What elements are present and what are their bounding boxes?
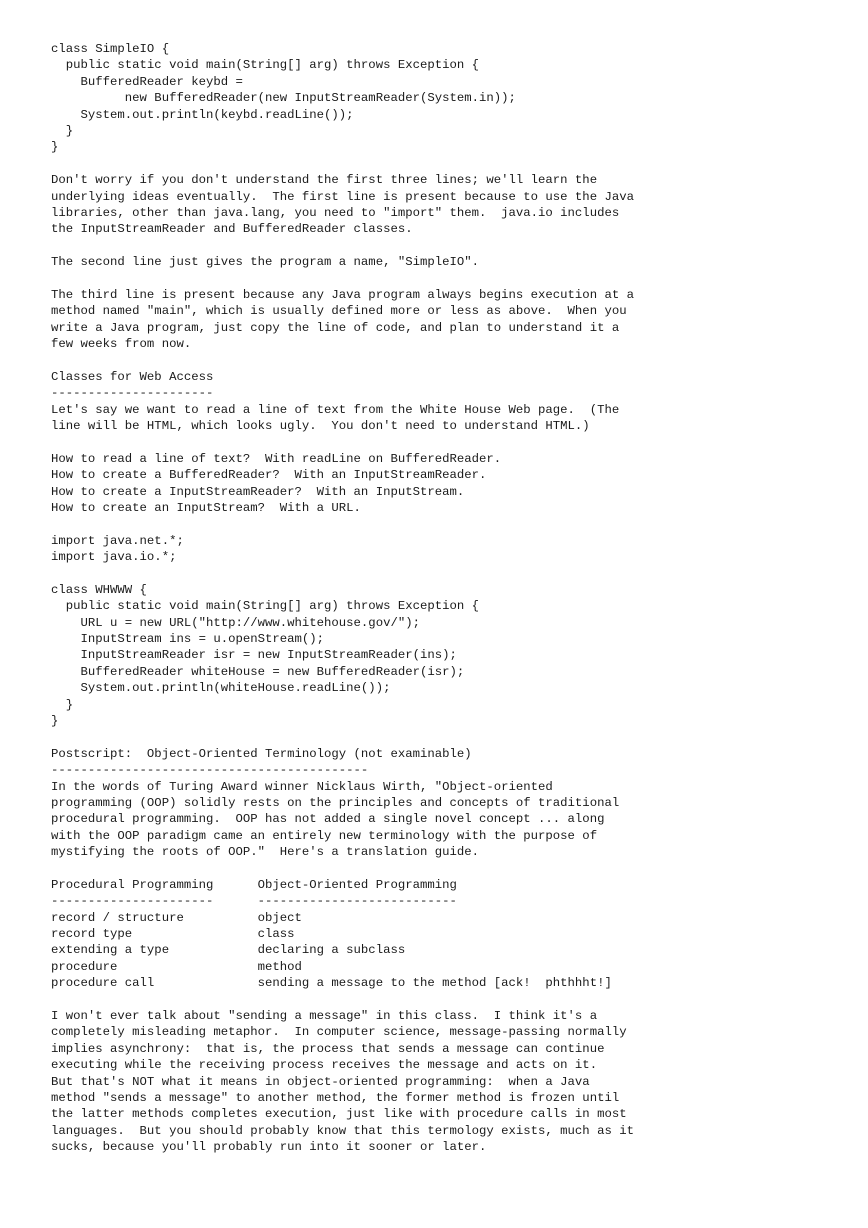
text-line bbox=[51, 238, 851, 254]
text-line: implies asynchrony: that is, the process that sends a message can continue bbox=[51, 1041, 605, 1056]
text-line: How to create a BufferedReader? With an InputStreamReader. bbox=[51, 468, 487, 483]
text-line: sucks, because you'll probably run into it sooner or later. bbox=[51, 1140, 487, 1155]
text-line: Don't worry if you don't understand the first three lines; we'll learn the bbox=[51, 173, 598, 188]
text-line: ---------------------- bbox=[51, 386, 214, 401]
text-line: URL u = new URL("http://www.whitehouse.gov/"); bbox=[51, 615, 420, 630]
text-line: record / structure object bbox=[51, 910, 302, 925]
text-line: procedure call sending a message to the method [ack! phthhht!] bbox=[51, 976, 612, 991]
text-line bbox=[51, 156, 851, 172]
text-line: The third line is present because any Java program always begins execution at a bbox=[51, 287, 634, 302]
text-line: System.out.println(whiteHouse.readLine()); bbox=[51, 681, 391, 696]
text-line: How to read a line of text? With readLine on BufferedReader. bbox=[51, 451, 502, 466]
text-line: In the words of Turing Award winner Nicklaus Wirth, "Object-oriented bbox=[51, 779, 553, 794]
text-line: System.out.println(keybd.readLine()); bbox=[51, 107, 354, 122]
text-line: few weeks from now. bbox=[51, 337, 192, 352]
text-line: InputStreamReader isr = new InputStreamReader(ins); bbox=[51, 648, 457, 663]
text-line: I won't ever talk about "sending a message" in this class. I think it's a bbox=[51, 1009, 598, 1024]
text-line: } bbox=[51, 697, 74, 712]
text-line: ------------------------------------------- bbox=[51, 763, 369, 778]
text-line: InputStream ins = u.openStream(); bbox=[51, 632, 325, 647]
text-line bbox=[51, 861, 851, 877]
text-line: line will be HTML, which looks ugly. You don't need to understand HTML.) bbox=[51, 418, 590, 433]
text-line: programming (OOP) solidly rests on the principles and concepts of traditional bbox=[51, 795, 620, 810]
text-line bbox=[51, 729, 851, 745]
text-line: public static void main(String[] arg) throws Exception { bbox=[51, 599, 480, 614]
text-line: } bbox=[51, 714, 59, 729]
text-line bbox=[51, 566, 851, 582]
text-line: libraries, other than java.lang, you need to "import" them. java.io includes bbox=[51, 205, 620, 220]
text-line: with the OOP paradigm came an entirely new terminology with the purpose of bbox=[51, 828, 598, 843]
text-line: How to create a InputStreamReader? With an InputStream. bbox=[51, 484, 465, 499]
text-line: class WHWWW { bbox=[51, 582, 147, 597]
text-line: BufferedReader whiteHouse = new BufferedReader(isr); bbox=[51, 664, 465, 679]
text-line: new BufferedReader(new InputStreamReader(System.in)); bbox=[51, 91, 516, 106]
text-line: Classes for Web Access bbox=[51, 369, 214, 384]
text-line: Let's say we want to read a line of text from the White House Web page. (The bbox=[51, 402, 620, 417]
text-line: Postscript: Object-Oriented Terminology (not examinable) bbox=[51, 746, 472, 761]
text-line bbox=[51, 352, 851, 368]
text-line bbox=[51, 516, 851, 532]
text-line: languages. But you should probably know that this termology exists, much as it bbox=[51, 1123, 634, 1138]
text-line bbox=[51, 270, 851, 286]
text-line: method named "main", which is usually defined more or less as above. When you bbox=[51, 304, 627, 319]
text-line: underlying ideas eventually. The first line is present because to use the Java bbox=[51, 189, 634, 204]
text-line bbox=[51, 434, 851, 450]
text-line: Procedural Programming Object-Oriented Programming bbox=[51, 877, 457, 892]
text-line: executing while the receiving process receives the message and acts on it. bbox=[51, 1058, 598, 1073]
text-line: import java.net.*; bbox=[51, 533, 184, 548]
text-line: write a Java program, just copy the line of code, and plan to understand it a bbox=[51, 320, 620, 335]
text-line: import java.io.*; bbox=[51, 550, 177, 565]
text-line: mystifying the roots of OOP." Here's a translation guide. bbox=[51, 845, 480, 860]
text-line: } bbox=[51, 140, 59, 155]
text-line: the latter methods completes execution, just like with procedure calls in most bbox=[51, 1107, 627, 1122]
text-line: procedural programming. OOP has not added a single novel concept ... along bbox=[51, 812, 605, 827]
text-line: } bbox=[51, 123, 74, 138]
text-line: record type class bbox=[51, 927, 295, 942]
text-line: The second line just gives the program a name, "SimpleIO". bbox=[51, 255, 480, 270]
text-line: class SimpleIO { bbox=[51, 42, 170, 56]
text-line: method "sends a message" to another method, the former method is frozen until bbox=[51, 1091, 620, 1105]
text-line bbox=[51, 992, 851, 1008]
text-line: public static void main(String[] arg) throws Exception { bbox=[51, 58, 480, 73]
text-line: How to create an InputStream? With a URL. bbox=[51, 500, 361, 515]
text-line: the InputStreamReader and BufferedReader classes. bbox=[51, 222, 413, 237]
text-line: procedure method bbox=[51, 959, 302, 974]
text-line: ---------------------- --------------------------- bbox=[51, 894, 457, 909]
text-line: completely misleading metaphor. In computer science, message-passing normally bbox=[51, 1025, 627, 1040]
text-line: extending a type declaring a subclass bbox=[51, 943, 406, 958]
document-text bbox=[51, 41, 851, 1156]
text-line: But that's NOT what it means in object-oriented programming: when a Java bbox=[51, 1074, 590, 1089]
text-line: BufferedReader keybd = bbox=[51, 74, 243, 89]
